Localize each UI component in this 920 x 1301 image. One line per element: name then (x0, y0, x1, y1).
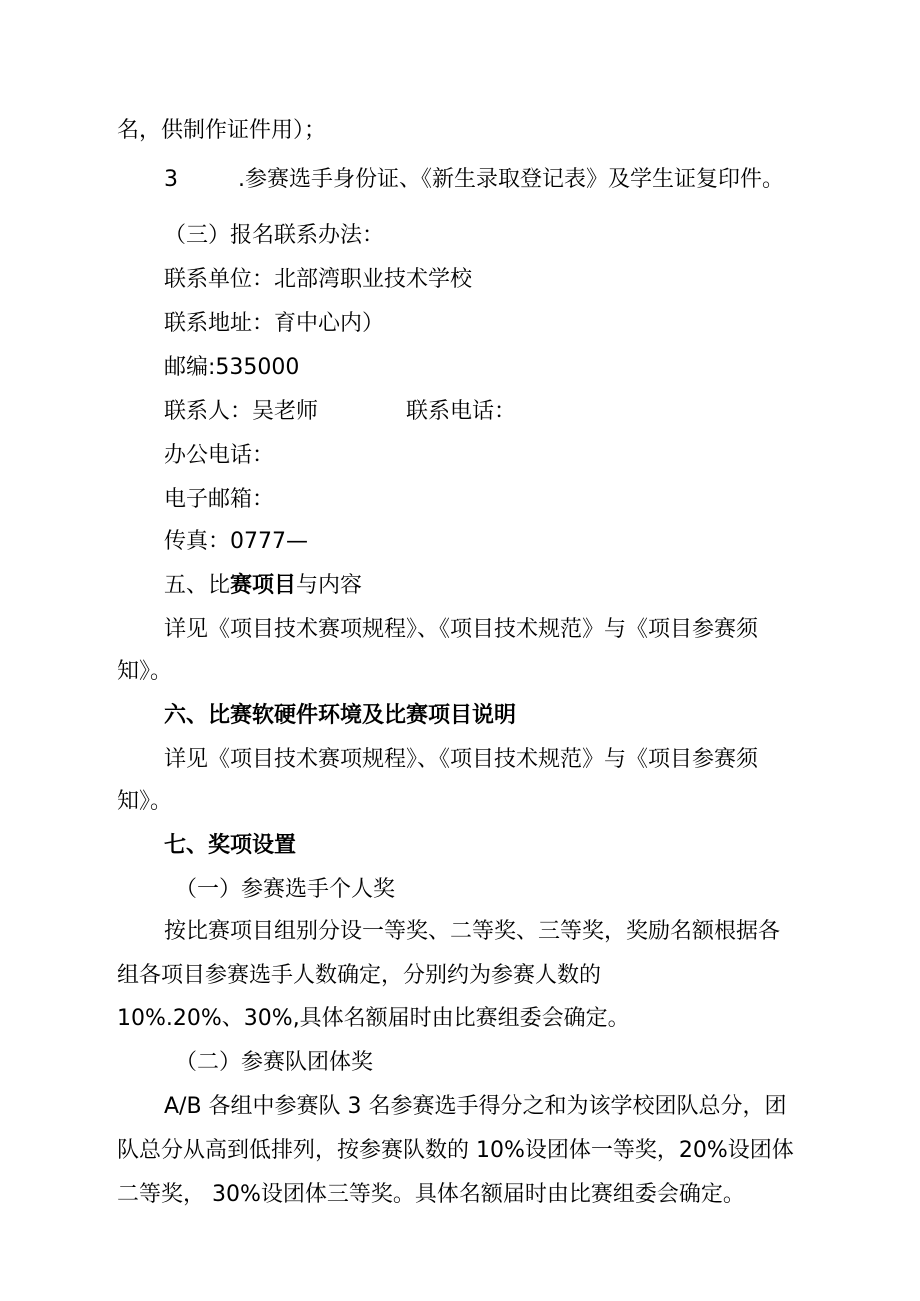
paragraph-line: A/B 各组中参赛队 3 名参赛选手得分之和为该学校团队总分，团 (164, 1094, 787, 1119)
contact-person: 联系人：吴老师 (164, 399, 319, 424)
subsection-heading: （一）参赛选手个人奖 (175, 877, 396, 902)
list-text: .参赛选手身份证、《新生录取登记表》及学生证复印件。 (238, 167, 784, 192)
list-number: 3 (164, 167, 178, 192)
section-heading-7: 七、奖项设置 (164, 833, 297, 858)
office-phone: 办公电话： (164, 443, 275, 468)
paragraph-line: 二等奖， 30%设团体三等奖。具体名额届时由比赛组委会确定。 (117, 1182, 745, 1207)
contact-address: 联系地址：育中心内） (164, 311, 385, 336)
section-heading-5: 五、比赛项目与内容 (164, 573, 363, 598)
text-line: 名，供制作证件用）； (117, 118, 327, 143)
contact-unit: 联系单位：北部湾职业技术学校 (164, 267, 473, 292)
paragraph-line: 队总分从高到低排列，按参赛队数的 10%设团体一等奖，20%设团体 (117, 1138, 794, 1163)
paragraph-line: 详见《项目技术赛项规程》、《项目技术规范》与《项目参赛须 (164, 747, 759, 772)
paragraph-line: 知》。 (117, 659, 173, 684)
paragraph-line: 10%.20%、30%,具体名额届时由比赛组委会确定。 (117, 1006, 630, 1031)
subsection-heading: （二）参赛队团体奖 (175, 1050, 374, 1075)
email: 电子邮箱： (164, 487, 275, 512)
section-heading: （三）报名联系办法： (164, 223, 385, 248)
paragraph-line: 详见《项目技术赛项规程》、《项目技术规范》与《项目参赛须 (164, 617, 759, 642)
fax: 传真：0777— (164, 529, 308, 554)
section-heading-6: 六、比赛软硬件环境及比赛项目说明 (164, 703, 517, 728)
list-item-3 (164, 165, 784, 195)
postal-code: 邮编:535000 (164, 355, 300, 380)
paragraph-line: 知》。 (117, 789, 173, 814)
paragraph-line: 按比赛项目组别分设一等奖、二等奖、三等奖，奖励名额根据各 (164, 919, 781, 944)
contact-person-line (164, 397, 516, 427)
paragraph-line: 组各项目参赛选手人数确定，分别约为参赛人数的 (117, 963, 602, 988)
contact-phone: 联系电话： (406, 399, 517, 424)
